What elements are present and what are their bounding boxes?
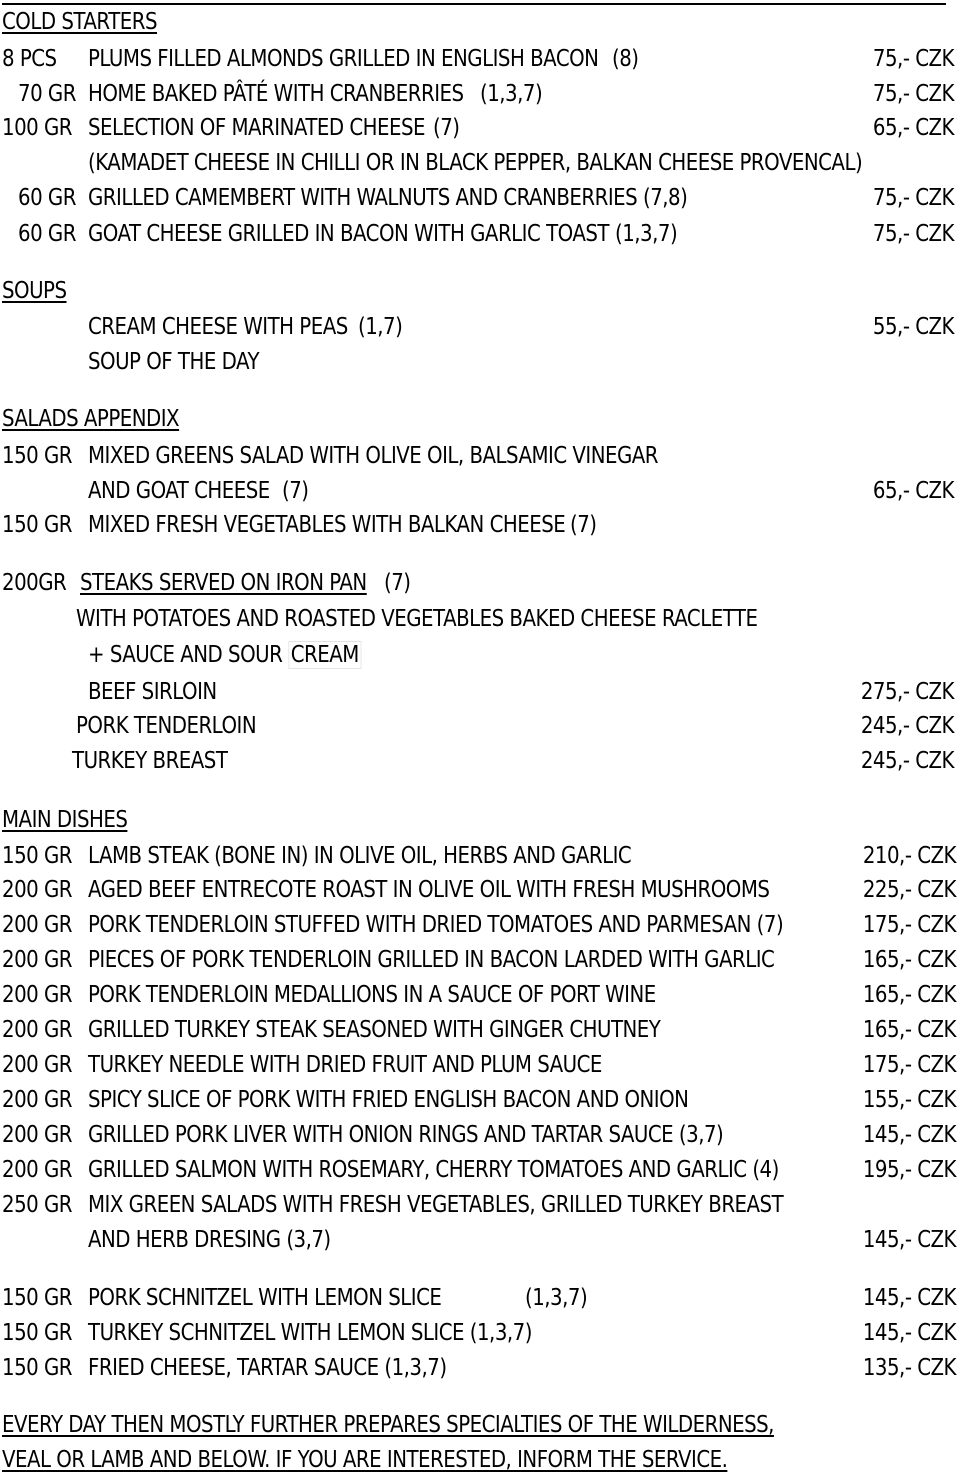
footer-note-line2: VEAL OR LAMB AND BELOW. IF YOU ARE INTERESTED, INFORM THE SERVICE. [2,1447,728,1473]
steak-name: BEEF SIRLOIN [88,679,217,705]
cold-starter-price: 75,- CZK [872,221,954,247]
main-dish-price: 155,- CZK [862,1087,956,1113]
cold-starter-price: 75,- CZK [872,46,954,72]
main-dish-name: PIECES OF PORK TENDERLOIN GRILLED IN BACON LARDED WITH GARLIC [88,947,775,973]
salads-heading: SALADS APPENDIX [2,406,180,432]
soup-allergens: (1,7) [358,314,403,340]
cold-starter-price: 75,- CZK [872,185,954,211]
salad-name: AND GOAT CHEESE [88,478,270,504]
main-dish-qty: 200 GR [2,1122,73,1148]
salad-price: 65,- CZK [872,478,954,504]
steak-name: PORK TENDERLOIN [76,713,257,739]
cold-starter-note: (KAMADET CHEESE IN CHILLI OR IN BLACK PEPPER, BALKAN CHEESE PROVENCAL) [88,150,863,176]
cold-starter-allergens: (7,8) [643,185,688,211]
steaks-allergens: (7) [384,570,411,596]
main-dish-qty: 250 GR [2,1192,73,1218]
soup-name: SOUP OF THE DAY [88,349,260,375]
main-dish-qty: 200 GR [2,912,73,938]
main-dish-name: LAMB STEAK (BONE IN) IN OLIVE OIL, HERBS AND GARLIC [88,843,632,869]
salad-name: MIXED FRESH VEGETABLES WITH BALKAN CHEESE [88,512,566,538]
main-dish-name: SPICY SLICE OF PORK WITH FRIED ENGLISH BACON AND ONION [88,1087,689,1113]
top-rule [2,3,946,5]
schnitzel-allergens: (1,3,7) [525,1285,588,1311]
main-dish-name: PORK TENDERLOIN STUFFED WITH DRIED TOMATOES AND PARMESAN (7) [88,912,784,938]
main-dish-qty: 200 GR [2,1052,73,1078]
main-dish-name: AGED BEEF ENTRECOTE ROAST IN OLIVE OIL WITH FRESH MUSHROOMS [88,877,770,903]
cold-starter-qty: 70 GR [18,81,76,107]
main-dish-qty: 200 GR [2,1087,73,1113]
main-dish-qty: 200 GR [2,877,73,903]
schnitzel-price: 145,- CZK [862,1285,956,1311]
main-dish-name: TURKEY NEEDLE WITH DRIED FRUIT AND PLUM SAUCE [88,1052,602,1078]
schnitzel-name: TURKEY SCHNITZEL WITH LEMON SLICE (1,3,7) [88,1320,532,1346]
main-dish-name: GRILLED TURKEY STEAK SEASONED WITH GINGER CHUTNEY [88,1017,661,1043]
main-dish-name: MIX GREEN SALADS WITH FRESH VEGETABLES, GRILLED TURKEY BREAST [88,1192,784,1218]
steak-price: 245,- CZK [860,713,954,739]
cold-starter-name: GOAT CHEESE GRILLED IN BACON WITH GARLIC TOAST [88,221,609,247]
cold-starter-qty: 8 PCS [2,46,57,72]
steaks-sauce [88,640,361,670]
cold-starter-name: HOME BAKED PÂTÉ WITH CRANBERRIES [88,81,464,107]
soup-price: 55,- CZK [872,314,954,340]
cold-starter-qty: 60 GR [18,185,76,211]
main-dish-price: 175,- CZK [862,1052,956,1078]
salad-allergens: (7) [282,478,309,504]
main-dish-price: 210,- CZK [862,843,956,869]
salad-name: MIXED GREENS SALAD WITH OLIVE OIL, BALSAMIC VINEGAR [88,443,659,469]
main-dish-price: 195,- CZK [862,1157,956,1183]
salad-allergens: (7) [570,512,597,538]
main-dish-price: 225,- CZK [862,877,956,903]
main-dishes-heading: MAIN DISHES [2,807,128,833]
cold-starter-allergens: (1,3,7) [615,221,678,247]
salad-qty: 150 GR [2,512,73,538]
cold-starters-heading: COLD STARTERS [2,9,158,35]
main-dish-price: 165,- CZK [862,1017,956,1043]
cold-starter-allergens: (7) [433,115,460,141]
schnitzel-name: FRIED CHEESE, TARTAR SAUCE (1,3,7) [88,1355,447,1381]
steak-name: TURKEY BREAST [72,748,228,774]
main-dish-name: GRILLED SALMON WITH ROSEMARY, CHERRY TOMATOES AND GARLIC (4) [88,1157,779,1183]
steak-price: 245,- CZK [860,748,954,774]
main-dish-qty: 150 GR [2,843,73,869]
main-dish-price: 145,- CZK [862,1122,956,1148]
steaks-heading: STEAKS SERVED ON IRON PAN [80,570,367,596]
schnitzel-price: 145,- CZK [862,1320,956,1346]
salad-qty: 150 GR [2,443,73,469]
schnitzel-qty: 150 GR [2,1320,73,1346]
main-dish-qty: 200 GR [2,1017,73,1043]
cold-starter-price: 65,- CZK [872,115,954,141]
main-dish-name: GRILLED PORK LIVER WITH ONION RINGS AND TARTAR SAUCE (3,7) [88,1122,724,1148]
soup-name: CREAM CHEESE WITH PEAS [88,314,348,340]
steaks-sauce-cream: CREAM [288,641,361,669]
main-dish-qty: 200 GR [2,1157,73,1183]
steak-price: 275,- CZK [860,679,954,705]
soups-heading: SOUPS [2,278,67,304]
main-dish-price: 165,- CZK [862,947,956,973]
cold-starter-name: PLUMS FILLED ALMONDS GRILLED IN ENGLISH BACON [88,46,599,72]
schnitzel-qty: 150 GR [2,1285,73,1311]
cold-starter-name: GRILLED CAMEMBERT WITH WALNUTS AND CRANBERRIES [88,185,638,211]
main-dish-name: PORK TENDERLOIN MEDALLIONS IN A SAUCE OF PORT WINE [88,982,656,1008]
steaks-sauce-text: + SAUCE AND SOUR [88,642,283,668]
cold-starter-allergens: (1,3,7) [480,81,543,107]
main-dish-qty: 200 GR [2,982,73,1008]
schnitzel-qty: 150 GR [2,1355,73,1381]
main-dish-qty: 200 GR [2,947,73,973]
main-dish-price: 145,- CZK [862,1227,956,1253]
main-dish-price: 175,- CZK [862,912,956,938]
steaks-description: WITH POTATOES AND ROASTED VEGETABLES BAKED CHEESE RACLETTE [76,606,758,632]
steaks-qty: 200GR [2,570,67,596]
main-dish-name: AND HERB DRESING (3,7) [88,1227,331,1253]
cold-starter-name: SELECTION OF MARINATED CHEESE [88,115,426,141]
footer-note-line1: EVERY DAY THEN MOSTLY FURTHER PREPARES SPECIALTIES OF THE WILDERNESS, [2,1412,774,1438]
main-dish-price: 165,- CZK [862,982,956,1008]
cold-starter-qty: 100 GR [2,115,73,141]
cold-starter-qty: 60 GR [18,221,76,247]
cold-starter-allergens: (8) [612,46,639,72]
schnitzel-price: 135,- CZK [862,1355,956,1381]
schnitzel-name: PORK SCHNITZEL WITH LEMON SLICE [88,1285,442,1311]
cold-starter-price: 75,- CZK [872,81,954,107]
